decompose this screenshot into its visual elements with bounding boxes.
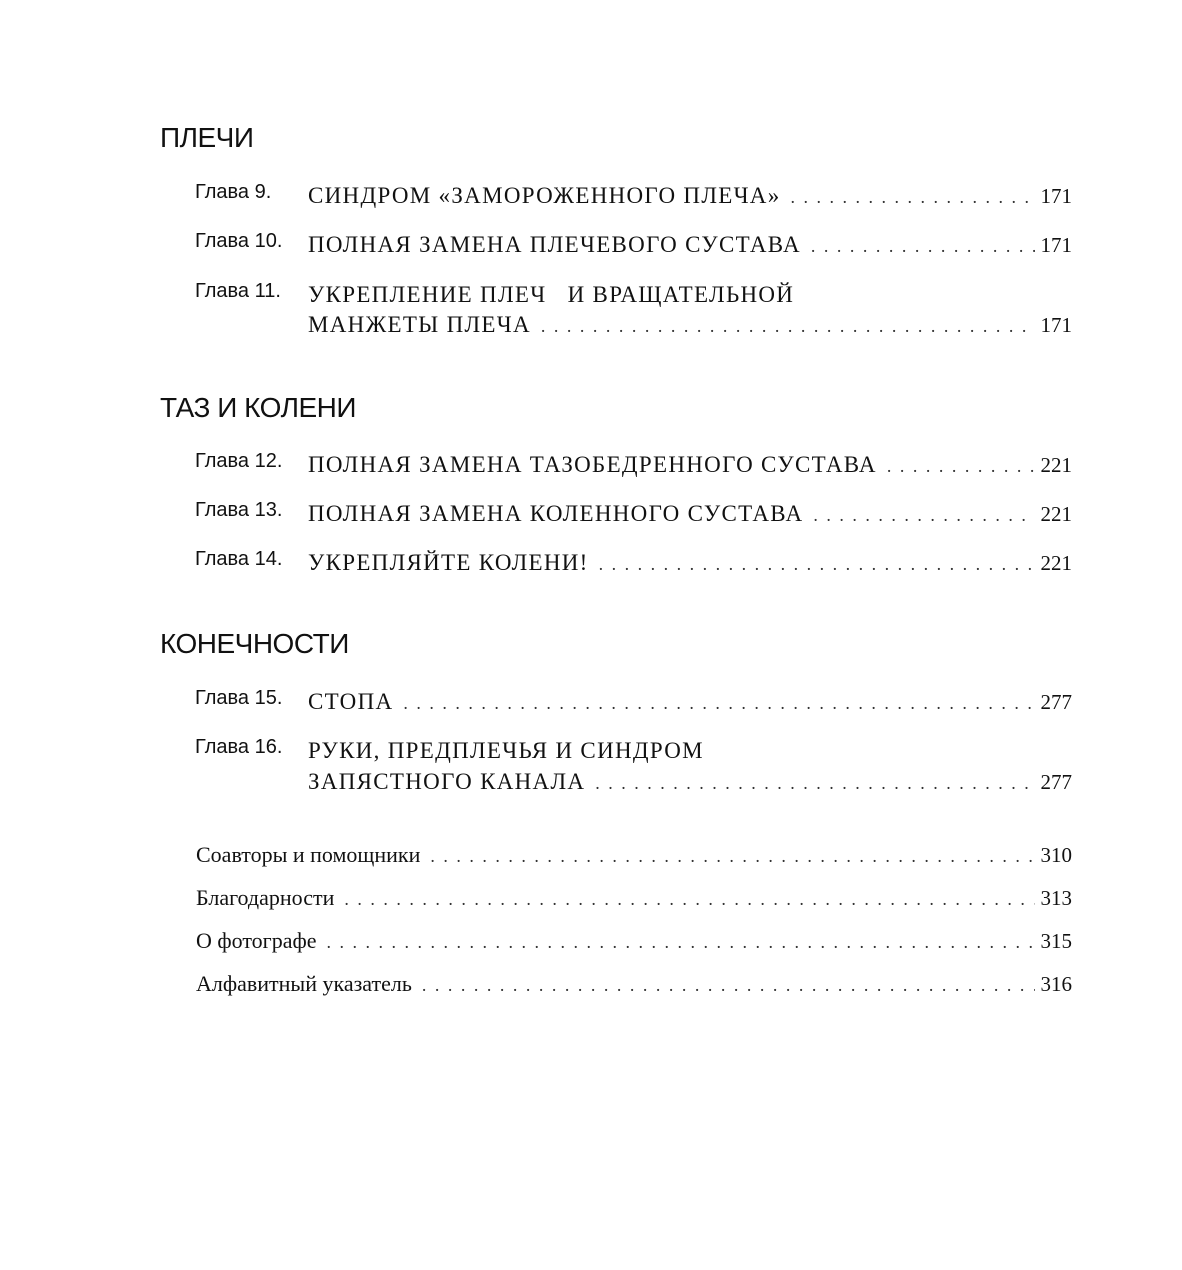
chapter-title: СИНДРОМ «ЗАМОРОЖЕННОГО ПЛЕЧА» [308,183,781,208]
chapter-number: Глава 16. [195,736,283,758]
chapter-title-line2: ЗАПЯСТНОГО КАНАЛА [308,769,586,794]
chapter-title: ПОЛНАЯ ЗАМЕНА КОЛЕННОГО СУСТАВА [308,501,804,526]
page-number: 315 [1040,929,1072,953]
page-number: 171 [1040,184,1072,208]
page-number: 171 [1040,233,1072,257]
section-title-hips-knees: ТАЗ И КОЛЕНИ [160,392,356,423]
entry-title: О фотографе [196,928,317,953]
chapter-number: Глава 11. [195,280,281,302]
dot-leader [811,230,1035,262]
dot-leader [541,310,1035,342]
dot-leader [791,181,1035,213]
page-number: 310 [1040,843,1072,867]
entry-title: Благодарности [196,885,335,910]
chapter-title: УКРЕПЛЯЙТЕ КОЛЕНИ! [308,550,589,575]
dot-leader [887,450,1035,482]
dot-leader [430,840,1034,872]
page-number: 221 [1040,502,1072,526]
entry-title: Алфавитный указатель [196,971,412,996]
page-number: 277 [1040,770,1072,794]
chapter-title: ПОЛНАЯ ЗАМЕНА ТАЗОБЕДРЕННОГО СУСТАВА [308,452,877,477]
dot-leader [813,499,1034,531]
chapter-number: Глава 9. [195,181,272,203]
chapter-number: Глава 15. [195,687,283,709]
chapter-title-line2: МАНЖЕТЫ ПЛЕЧА [308,312,531,337]
chapter-number: Глава 14. [195,548,283,570]
chapter-title-line1: УКРЕПЛЕНИЕ ПЛЕЧ И ВРАЩАТЕЛЬНОЙ [308,282,795,307]
chapter-title: СТОПА [308,689,394,714]
page-number: 277 [1040,690,1072,714]
page-number: 316 [1040,972,1072,996]
dot-leader [344,883,1034,915]
chapter-title: ПОЛНАЯ ЗАМЕНА ПЛЕЧЕВОГО СУСТАВА [308,232,801,257]
page-number: 171 [1040,313,1072,337]
page-number: 221 [1040,453,1072,477]
chapter-number: Глава 12. [195,450,283,472]
dot-leader [595,767,1034,799]
chapter-title-line1: РУКИ, ПРЕДПЛЕЧЬЯ И СИНДРОМ [308,738,704,763]
entry-title: Соавторы и помощники [196,842,421,867]
dot-leader [599,548,1035,580]
section-title-limbs: КОНЕЧНОСТИ [160,628,349,659]
dot-leader [403,687,1034,719]
section-title-shoulders: ПЛЕЧИ [160,122,254,153]
page-number: 221 [1040,551,1072,575]
dot-leader [326,926,1034,958]
dot-leader [422,969,1035,1001]
chapter-number: Глава 13. [195,499,283,521]
chapter-number: Глава 10. [195,230,283,252]
page-number: 313 [1040,886,1072,910]
